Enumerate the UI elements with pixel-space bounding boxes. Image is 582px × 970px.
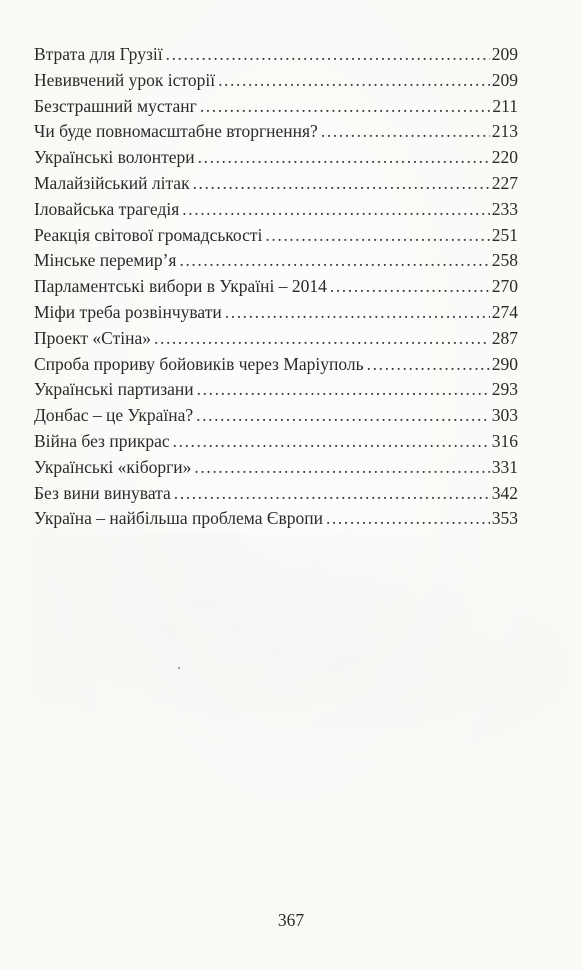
toc-entry-page: 293 xyxy=(491,379,518,400)
toc-entry-title: Українські волонтери xyxy=(34,147,195,168)
toc-entry-title: Іловайська трагедія xyxy=(34,198,180,219)
show-through-texture xyxy=(30,530,572,760)
toc-entry-title: Війна без прикрас xyxy=(34,430,170,451)
dot-leader xyxy=(174,481,490,507)
toc-entry-title: Невивчений урок історії xyxy=(34,69,216,90)
toc-entry xyxy=(34,481,518,507)
toc-entry-title: Українські партизани xyxy=(34,379,194,400)
dot-leader xyxy=(194,455,489,481)
toc-entry-page: 233 xyxy=(491,198,518,219)
toc-entry xyxy=(34,274,518,300)
toc-entry-title: Реакція світової громадськості xyxy=(34,224,263,245)
toc-entry-title: Міфи треба розвінчувати xyxy=(34,301,222,322)
toc-entry-title: Чи буде повномасштабне вторгнення? xyxy=(34,121,318,142)
toc-entry-title: Втрата для Грузії xyxy=(34,44,163,64)
dot-leader xyxy=(265,223,489,249)
toc-entry xyxy=(34,300,518,326)
toc-entry-page: 303 xyxy=(491,405,518,426)
dot-leader xyxy=(193,171,490,197)
toc-entry-page: 274 xyxy=(491,301,518,322)
dot-leader xyxy=(198,145,490,171)
toc-entry xyxy=(34,455,518,481)
toc-entry xyxy=(34,223,518,249)
toc-entry-title: Спроба прориву бойовиків через Маріуполь xyxy=(34,353,364,374)
dot-leader xyxy=(154,326,490,352)
dot-leader xyxy=(173,429,490,455)
toc-entry-page: 251 xyxy=(491,224,518,245)
table-of-contents xyxy=(34,42,518,532)
toc-entry-page: 211 xyxy=(492,95,518,116)
toc-entry-title: Українські «кіборги» xyxy=(34,456,192,477)
dot-leader xyxy=(218,68,490,94)
paper-speck xyxy=(178,667,180,669)
toc-entry-title: Проект «Стіна» xyxy=(34,327,151,348)
dot-leader xyxy=(197,377,490,403)
toc-entry-title: Безстрашний мустанг xyxy=(34,95,197,116)
dot-leader xyxy=(321,119,490,145)
dot-leader xyxy=(196,403,490,429)
toc-entry-page: 220 xyxy=(491,147,518,168)
toc-entry xyxy=(34,197,518,223)
dot-leader xyxy=(367,352,490,378)
toc-entry-page: 316 xyxy=(491,430,518,451)
dot-leader xyxy=(179,248,489,274)
dot-leader xyxy=(182,197,489,223)
toc-entry-page: 258 xyxy=(491,250,518,271)
toc-entry xyxy=(34,403,518,429)
page-number: 367 xyxy=(277,910,305,930)
toc-entry-page: 209 xyxy=(491,69,518,90)
toc-entry xyxy=(34,42,518,68)
dot-leader xyxy=(200,94,491,120)
toc-entry-page: 353 xyxy=(491,508,518,529)
toc-entry xyxy=(34,326,518,352)
toc-entry-page: 209 xyxy=(491,44,518,64)
toc-entry-page: 342 xyxy=(491,482,518,503)
toc-entry xyxy=(34,352,518,378)
toc-entry-title: Без вини винувата xyxy=(34,482,171,503)
toc-entry xyxy=(34,171,518,197)
toc-entry-page: 287 xyxy=(491,327,518,348)
toc-entry xyxy=(34,145,518,171)
toc-entry-title: Мінське перемир’я xyxy=(34,250,177,271)
dot-leader xyxy=(166,42,490,68)
toc-entry xyxy=(34,94,518,120)
toc-entry xyxy=(34,377,518,403)
toc-entry xyxy=(34,506,518,532)
toc-entry xyxy=(34,68,518,94)
toc-entry-title: Парламентські вибори в Україні – 2014 xyxy=(34,276,327,297)
dot-leader xyxy=(326,506,490,532)
toc-entry-page: 270 xyxy=(491,276,518,297)
dot-leader xyxy=(225,300,490,326)
toc-entry-page: 290 xyxy=(491,353,518,374)
toc-entry-title: Донбас – це Україна? xyxy=(34,405,194,426)
toc-entry xyxy=(34,119,518,145)
toc-entry-title: Україна – найбільша проблема Європи xyxy=(34,508,323,529)
toc-entry xyxy=(34,429,518,455)
toc-entry-page: 213 xyxy=(491,121,518,142)
dot-leader xyxy=(330,274,490,300)
toc-entry-page: 227 xyxy=(491,172,518,193)
toc-entry-page: 331 xyxy=(491,456,518,477)
toc-entry-title: Малайзійський літак xyxy=(34,172,190,193)
toc-entry xyxy=(34,248,518,274)
